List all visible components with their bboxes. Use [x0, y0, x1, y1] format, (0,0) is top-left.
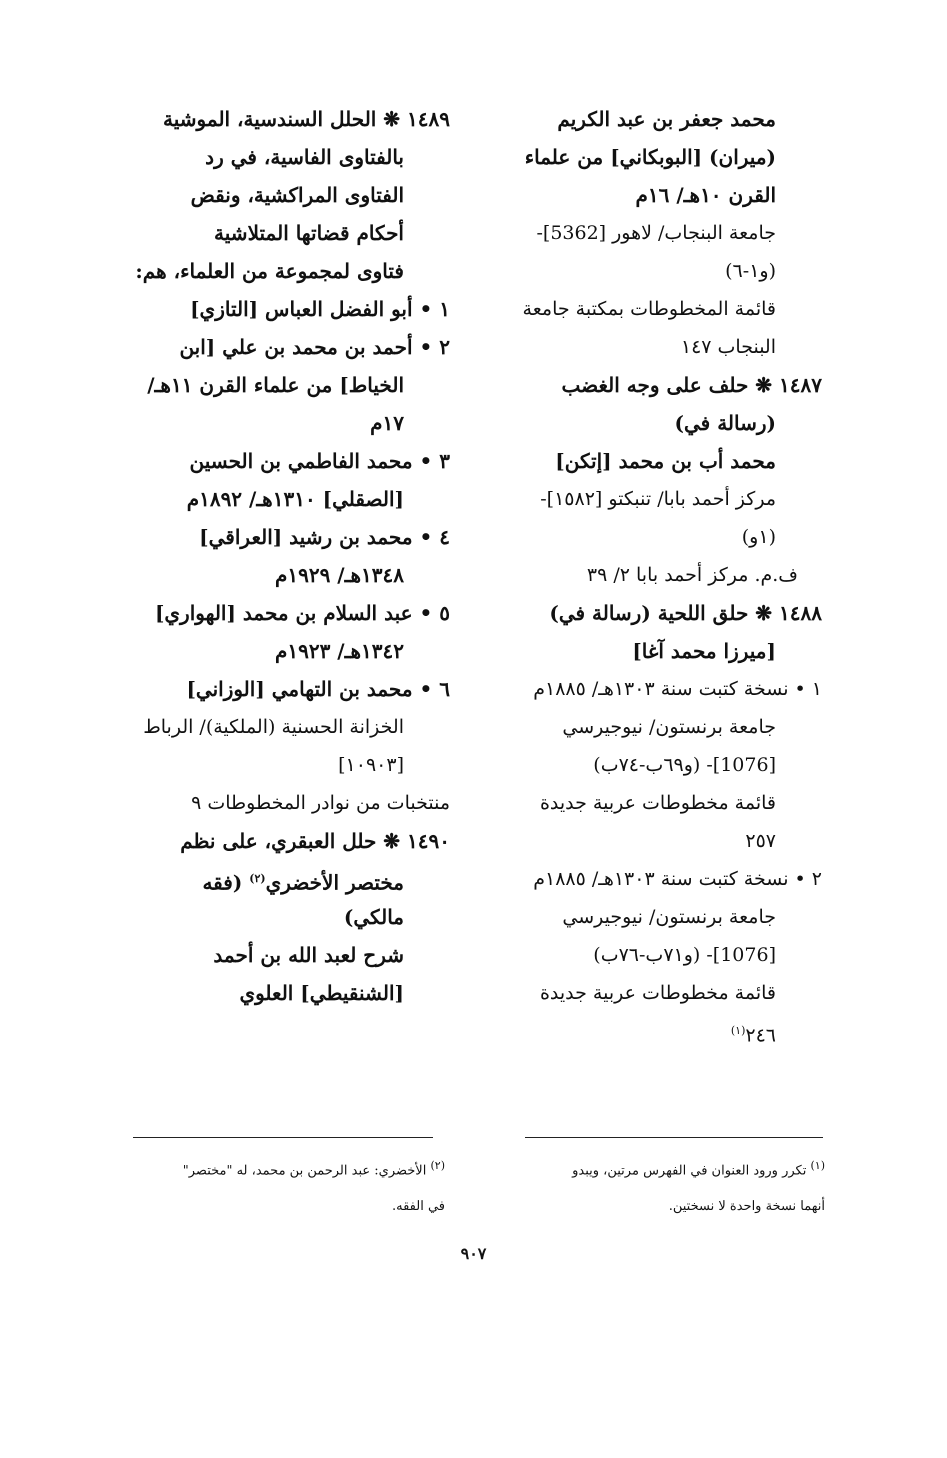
footnote-text: الأخضري: عبد الرحمن بن محمد، له "مختصر" — [182, 1163, 427, 1179]
line-text: ١٤٨٧ ❋ حلف على وجه الغضب — [561, 373, 822, 397]
line-text: (و١-٦) — [725, 260, 776, 282]
line-text: البنجاب ١٤٧ — [680, 336, 776, 358]
footnote-reference: (١) — [730, 1024, 746, 1037]
text-line — [462, 860, 822, 898]
text-line — [105, 290, 450, 328]
line-text: قائمة المخطوطات بمكتبة جامعة — [522, 298, 776, 320]
footnote-text: في الفقه. — [391, 1199, 445, 1215]
line-text: ٢٤٦ — [745, 1024, 776, 1047]
line-text: ٣ • محمد الفاطمي بن الحسين — [189, 449, 450, 473]
line-text: الخياط] من علماء القرن ١١هـ/ — [147, 373, 404, 397]
line-text: مالكي) — [343, 905, 404, 929]
text-line — [105, 822, 450, 860]
line-text: مركز أحمد بابا/ تنبكتو [١٥٨٢]- — [540, 488, 776, 510]
text-line — [105, 252, 450, 290]
line-text: ١٣٤٢هـ/ ١٩٢٣م — [274, 639, 404, 663]
text-line — [105, 936, 450, 974]
text-line — [462, 138, 822, 176]
text-line — [105, 138, 450, 176]
text-line — [105, 556, 450, 594]
line-text: جامعة برنستون/ نيوجيرسي — [562, 716, 776, 738]
line-text: ٤ • محمد بن رشيد [العراقي] — [199, 525, 450, 549]
line-text: الفتاوى المراكشية، ونقض — [190, 183, 404, 207]
text-line — [105, 366, 450, 404]
text-line — [105, 480, 450, 518]
text-line — [105, 708, 450, 746]
text-line — [462, 252, 822, 290]
text-line — [462, 784, 822, 822]
text-line — [105, 632, 450, 670]
line-text: شرح لعبد الله بن أحمد — [213, 943, 404, 967]
line-text: بالفتاوى الفاسية، في رد — [205, 145, 404, 169]
line-text: أحكام قضاتها المتلاشية — [214, 221, 404, 245]
text-line — [462, 290, 822, 328]
line-text: ف.م. مركز أحمد بابا ٢/ ٣٩ — [586, 564, 798, 586]
line-text: ١٤٩٠ ❋ حلل العبقري، على نظم — [180, 829, 450, 853]
line-text: (١و) — [741, 526, 776, 548]
text-line — [105, 594, 450, 632]
line-text: ١٧م — [370, 411, 404, 435]
page-number: ٩٠٧ — [460, 1244, 487, 1263]
line-text: جامعة برنستون/ نيوجيرسي — [562, 906, 776, 928]
text-line — [105, 214, 450, 252]
text-line — [462, 214, 822, 252]
text-line — [462, 176, 822, 214]
line-text: قائمة مخطوطات عربية جديدة — [539, 792, 776, 814]
footnote-marker: (٢) — [430, 1159, 445, 1172]
left-column — [105, 100, 450, 1012]
line-text: ٦ • محمد بن التهامي [الوزاني] — [186, 677, 450, 701]
line-text: محمد جعفر بن عبد الكريم — [557, 107, 776, 131]
text-line — [105, 860, 450, 898]
text-line — [105, 974, 450, 1012]
text-line — [462, 822, 822, 860]
text-line — [105, 784, 450, 822]
text-line — [105, 100, 450, 138]
line-text: قائمة مخطوطات عربية جديدة — [539, 982, 776, 1004]
footnote-text: تكرر ورود العنوان في الفهرس مرتين، ويبدو — [572, 1163, 807, 1179]
line-text: ٢ • نسخة كتبت سنة ١٣٠٣هـ/ ١٨٨٥م — [533, 868, 822, 890]
line-text: (رسالة في) — [674, 411, 776, 435]
footnote-separator-left — [133, 1137, 433, 1138]
line-text: [ميرزا محمد آغا] — [632, 639, 776, 663]
line-text: [١٠٩٠٣] — [338, 754, 404, 776]
line-text: ١ • أبو الفضل العباس [التازي] — [190, 297, 450, 321]
line-text: ١٣٤٨هـ/ ١٩٢٩م — [274, 563, 404, 587]
text-line — [105, 328, 450, 366]
text-line — [462, 974, 822, 1012]
line-text: مختصر الأخضري — [265, 870, 404, 895]
text-line — [462, 100, 822, 138]
line-text: محمد أب بن محمد [إتكن] — [555, 449, 776, 473]
line-text: فتاوى لمجموعة من العلماء، هم: — [135, 259, 404, 283]
footnote-right — [480, 1148, 825, 1225]
text-line — [462, 746, 822, 784]
line-text: ٢ • أحمد بن محمد بن علي [ابن — [179, 335, 450, 359]
text-line — [462, 670, 822, 708]
text-line — [462, 632, 822, 670]
text-line — [462, 480, 822, 518]
line-text: (فقه — [202, 870, 250, 895]
text-line — [105, 404, 450, 442]
text-line — [462, 898, 822, 936]
text-line — [462, 518, 822, 556]
line-text: منتخبات من نوادر المخطوطات ٩ — [191, 792, 450, 814]
text-line — [462, 442, 822, 480]
line-text: ١٤٨٨ ❋ حلق اللحية (رسالة في) — [549, 601, 822, 625]
text-line — [105, 442, 450, 480]
footnote-text: أنهما نسخة واحدة لا نسختين. — [668, 1199, 825, 1215]
text-line — [105, 518, 450, 556]
line-text: ١٤٨٩ ❋ الحلل السندسية، الموشية — [163, 107, 450, 131]
text-line — [462, 404, 822, 442]
text-line — [462, 366, 822, 404]
footnote-marker: (١) — [810, 1159, 825, 1172]
line-text: القرن ١٠هـ/ ١٦م — [635, 183, 776, 207]
line-text: (ميران) [البوبكاني] من علماء — [524, 145, 776, 169]
line-text: [الصقلي] ١٣١٠هـ/ ١٨٩٢م — [186, 487, 404, 511]
line-text: [الشنقيطي] العلوي — [239, 981, 404, 1005]
line-text: ١ • نسخة كتبت سنة ١٣٠٣هـ/ ١٨٨٥م — [533, 678, 822, 700]
line-text: [1076]- (و٦٩ب-٧٤ب) — [593, 754, 776, 776]
line-text: [1076]- (و٧١ب-٧٦ب) — [593, 944, 776, 966]
text-line — [462, 594, 822, 632]
line-text: ٢٥٧ — [745, 830, 776, 852]
text-line — [462, 556, 822, 594]
footnote-separator-right — [525, 1137, 823, 1138]
text-line — [105, 746, 450, 784]
line-text: الخزانة الحسنية (الملكية)/ الرباط — [143, 716, 404, 738]
right-column — [462, 100, 822, 1050]
text-line — [462, 936, 822, 974]
text-line — [462, 1012, 822, 1050]
footnote-left — [105, 1148, 445, 1225]
text-line — [462, 328, 822, 366]
line-text: ٥ • عبد السلام بن محمد [الهواري] — [154, 601, 450, 625]
text-line — [105, 670, 450, 708]
text-line — [105, 898, 450, 936]
text-line — [105, 176, 450, 214]
line-text: جامعة البنجاب/ لاهور [5362]- — [536, 222, 776, 244]
footnote-reference: (٢) — [249, 872, 266, 885]
text-line — [462, 708, 822, 746]
